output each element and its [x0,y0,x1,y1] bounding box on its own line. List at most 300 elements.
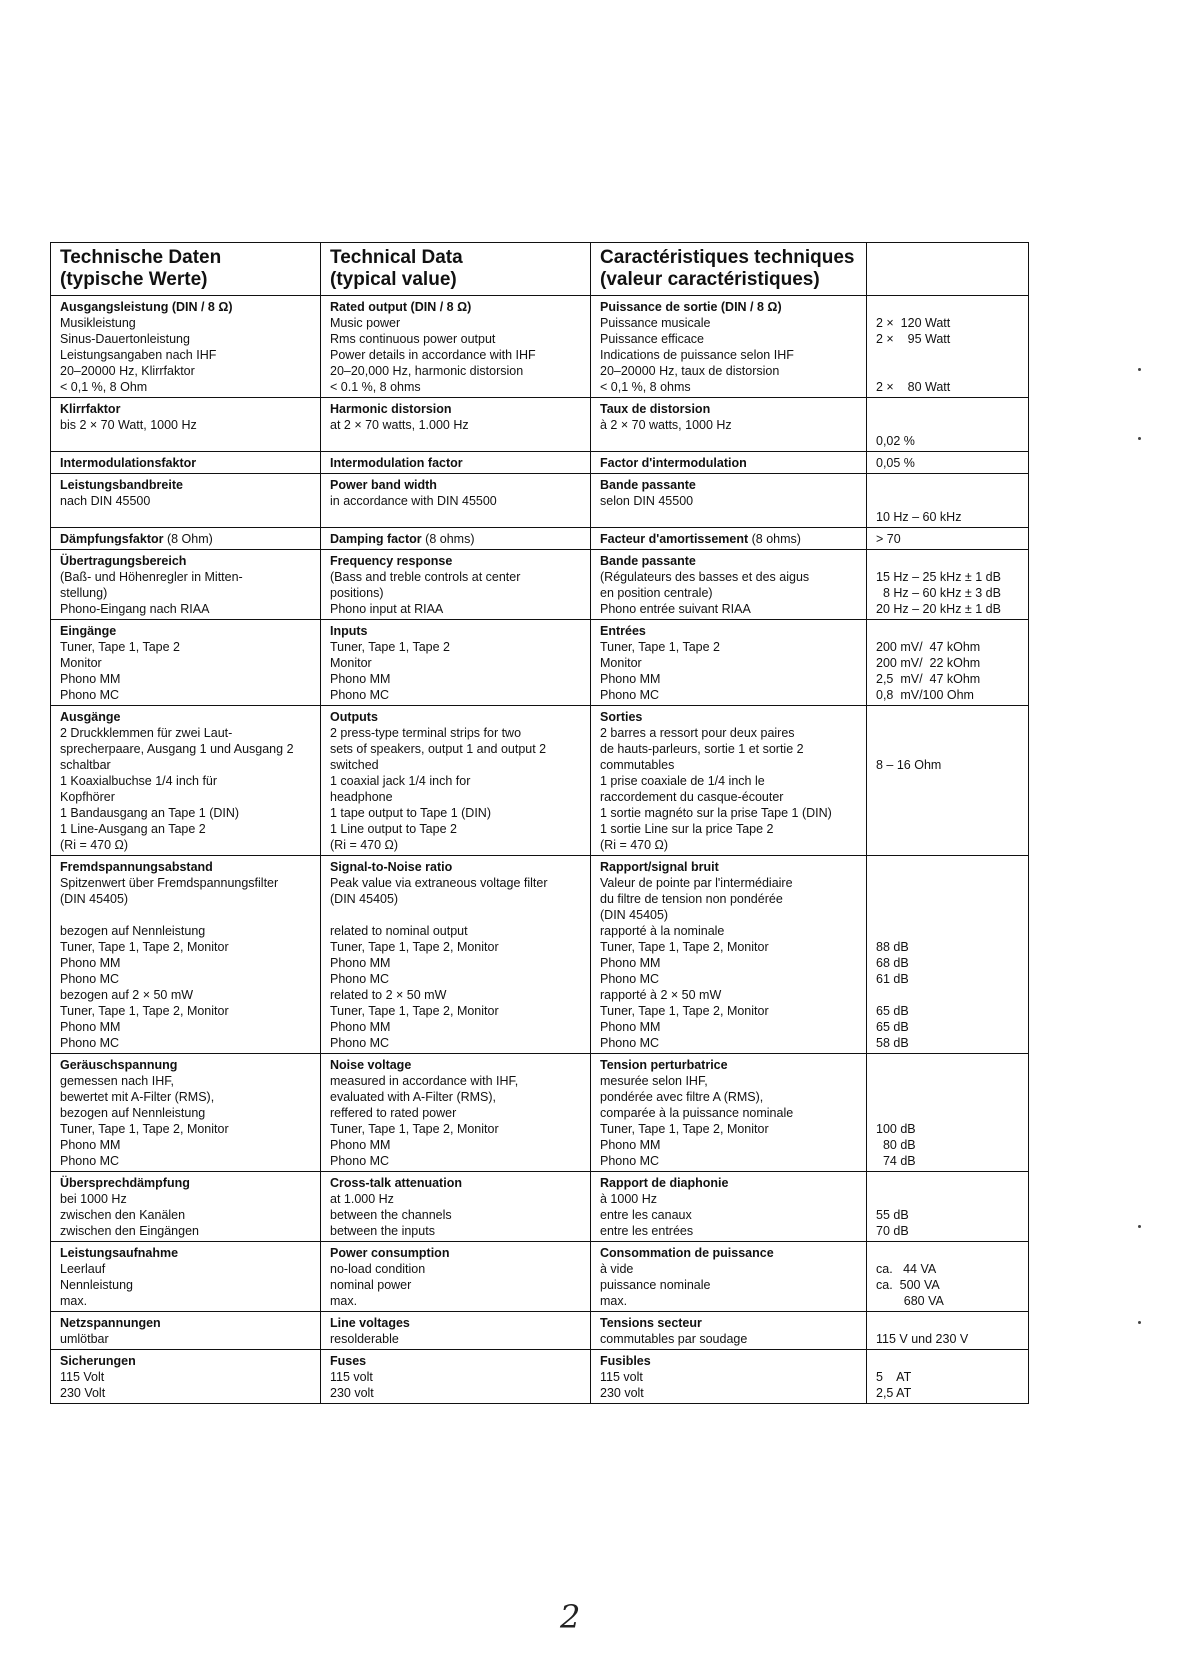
spec-heading [600,553,866,569]
spec-title-suffix: (8 ohms) [421,532,475,546]
spec-cell-de [51,706,321,856]
spec-line: 1 coaxial jack 1/4 inch for [330,774,471,788]
spec-value [876,987,1028,1003]
spec-value [876,1245,1028,1261]
spec-line: sets of speakers, output 1 and output 2 [330,742,547,756]
spec-line: (Ri = 470 Ω) [600,838,669,852]
spec-heading [600,1353,866,1369]
spec-line: max. [60,1294,88,1308]
spec-heading [330,401,590,417]
spec-heading [330,709,590,725]
spec-line [60,907,320,923]
spec-line: Peak value via extraneous voltage filter [330,876,548,890]
spec-heading [330,455,590,471]
spec-cell-fr [591,1312,867,1350]
spec-value [876,1089,1028,1105]
spec-title: Leistungsbandbreite [60,478,183,492]
spec-line: between the inputs [330,1224,435,1238]
spec-line: 230 volt [600,1386,644,1400]
spec-line: 2 barres a ressort pour deux paires [600,726,795,740]
spec-value [876,401,1028,417]
spec-line: entre les entrées [600,1224,694,1238]
spec-line: reffered to rated power [330,1106,457,1120]
spec-cell-fr [591,706,867,856]
spec-heading [60,1245,320,1261]
spec-line: Tuner, Tape 1, Tape 2, Monitor [60,940,229,954]
spec-line: Spitzenwert über Fremdspannungsfilter [60,876,279,890]
spec-heading [60,1057,320,1073]
spec-title: Puissance de sortie (DIN / 8 Ω) [600,300,782,314]
spec-cell-de [51,1350,321,1404]
spec-line: zwischen den Kanälen [60,1208,186,1222]
spec-cell-values [867,398,1029,452]
spec-line: Musikleistung [60,316,136,330]
spec-line: Phono MC [600,688,660,702]
spec-value: 70 dB [876,1224,909,1238]
spec-heading [60,553,320,569]
spec-title: Cross-talk attenuation [330,1176,462,1190]
spec-title: Leistungsaufnahme [60,1246,179,1260]
spec-line: Phono input at RIAA [330,602,444,616]
header-title-line: (valeur caractéristiques) [600,269,820,290]
spec-value [876,1073,1028,1089]
spec-line: Rms continuous power output [330,332,496,346]
spec-line: Puissance musicale [600,316,711,330]
spec-line: bei 1000 Hz [60,1192,127,1206]
spec-line: related to nominal output [330,924,468,938]
spec-value [876,1175,1028,1191]
spec-cell-values [867,528,1029,550]
spec-heading [600,401,866,417]
spec-heading [60,623,320,639]
spec-line: (DIN 45405) [60,892,129,906]
table-row [51,1242,1029,1312]
spec-line: Phono MM [330,1020,391,1034]
spec-heading [60,531,320,547]
spec-cell-fr [591,1350,867,1404]
spec-line: (DIN 45405) [330,892,399,906]
spec-line: Phono MC [60,1154,120,1168]
spec-value: 115 V und 230 V [876,1332,969,1346]
spec-heading [330,859,590,875]
spec-table-body [51,243,1029,1404]
spec-value: 200 mV/ 47 kOhm [876,640,981,654]
header-title-line: (typical value) [330,269,457,290]
spec-value: 10 Hz – 60 kHz [876,510,962,524]
spec-line: no-load condition [330,1262,426,1276]
spec-line: Phono MM [330,1138,391,1152]
spec-cell-en [321,398,591,452]
table-row [51,452,1029,474]
spec-title: Frequency response [330,554,453,568]
spec-cell-de [51,1312,321,1350]
spec-heading [600,1057,866,1073]
spec-title: Outputs [330,710,378,724]
spec-line: (Régulateurs des basses et des aigus [600,570,810,584]
spec-line: Tuner, Tape 1, Tape 2, Monitor [60,1122,229,1136]
spec-cell-en [321,706,591,856]
spec-line: positions) [330,586,384,600]
spec-value [876,891,1028,907]
spec-line: 2 Druckklemmen für zwei Laut- [60,726,233,740]
spec-value: 200 mV/ 22 kOhm [876,656,981,670]
spec-value: 8 Hz – 60 kHz ± 3 dB [876,586,1001,600]
spec-cell-values [867,550,1029,620]
spec-line: 115 volt [330,1370,373,1384]
spec-heading [330,1057,590,1073]
header-cell-en [321,243,591,296]
spec-title: Tension perturbatrice [600,1058,728,1072]
spec-line: selon DIN 45500 [600,494,694,508]
spec-line: in accordance with DIN 45500 [330,494,497,508]
spec-value: 55 dB [876,1208,909,1222]
spec-line: Music power [330,316,401,330]
spec-line: stellung) [60,586,108,600]
spec-line: Tuner, Tape 1, Tape 2 [330,640,451,654]
spec-value: 0,05 % [876,456,915,470]
spec-line: à vide [600,1262,634,1276]
spec-cell-fr [591,452,867,474]
spec-cell-fr [591,296,867,398]
spec-line: measured in accordance with IHF, [330,1074,519,1088]
spec-line: 1 prise coaxiale de 1/4 inch le [600,774,765,788]
spec-value [876,875,1028,891]
table-row [51,550,1029,620]
spec-line: between the channels [330,1208,452,1222]
spec-cell-en [321,1172,591,1242]
spec-title: Dämpfungsfaktor [60,532,164,546]
spec-cell-en [321,620,591,706]
spec-value [876,299,1028,315]
spec-line: Phono MC [330,972,390,986]
spec-line: Phono MM [60,1138,121,1152]
spec-line: en position centrale) [600,586,713,600]
spec-heading [330,1353,590,1369]
table-row [51,474,1029,528]
spec-value [876,923,1028,939]
spec-title: Harmonic distorsion [330,402,452,416]
spec-line: comparée à la puissance nominale [600,1106,794,1120]
spec-line: schaltbar [60,758,111,772]
spec-line: < 0,1 %, 8 ohms [600,380,691,394]
spec-heading [60,1175,320,1191]
spec-value: 2 × 95 Watt [876,332,951,346]
spec-line: nominal power [330,1278,412,1292]
spec-heading [600,455,866,471]
spec-title: Damping factor [330,532,422,546]
spec-value: 2,5 AT [876,1386,912,1400]
spec-line: (Ri = 470 Ω) [60,838,129,852]
spec-title: Sorties [600,710,643,724]
spec-cell-values [867,706,1029,856]
spec-cell-en [321,550,591,620]
spec-line: umlötbar [60,1332,109,1346]
spec-cell-values [867,452,1029,474]
spec-line: resolderable [330,1332,399,1346]
spec-line: Kopfhörer [60,790,115,804]
spec-value: 74 dB [876,1154,916,1168]
spec-line: switched [330,758,379,772]
spec-line: Tuner, Tape 1, Tape 2, Monitor [600,1122,769,1136]
table-row [51,1172,1029,1242]
spec-cell-de [51,474,321,528]
spec-value [876,907,1028,923]
spec-line: Leistungsangaben nach IHF [60,348,217,362]
spec-heading [330,1245,590,1261]
spec-line: 230 volt [330,1386,374,1400]
spec-line: Phono MM [60,1020,121,1034]
spec-title: Noise voltage [330,1058,412,1072]
spec-line: bewertet mit A-Filter (RMS), [60,1090,215,1104]
spec-title: Intermodulation factor [330,456,463,470]
spec-heading [600,477,866,493]
spec-line: Tuner, Tape 1, Tape 2, Monitor [60,1004,229,1018]
spec-value [876,477,1028,493]
spec-line: Phono MM [600,1138,661,1152]
spec-line: commutables [600,758,675,772]
spec-line: 1 tape output to Tape 1 (DIN) [330,806,491,820]
spec-heading [600,623,866,639]
spec-cell-fr [591,1172,867,1242]
spec-line: max. [330,1294,358,1308]
spec-cell-values [867,620,1029,706]
spec-title: Fuses [330,1354,367,1368]
spec-cell-fr [591,1054,867,1172]
spec-title: Bande passante [600,478,696,492]
spec-title: Rated output (DIN / 8 Ω) [330,300,472,314]
spec-heading [600,1245,866,1261]
spec-heading [330,531,590,547]
spec-line: Phono MC [600,1154,660,1168]
spec-line: bezogen auf 2 × 50 mW [60,988,194,1002]
spec-line: Phono MC [330,1036,390,1050]
spec-value: 0,02 % [876,434,915,448]
spec-line: Tuner, Tape 1, Tape 2 [600,640,721,654]
spec-line: commutables par soudage [600,1332,748,1346]
spec-cell-fr [591,474,867,528]
spec-line: 1 Line-Ausgang an Tape 2 [60,822,206,836]
spec-line: at 2 × 70 watts, 1.000 Hz [330,418,469,432]
spec-line: Monitor [600,656,642,670]
spec-value: ca. 500 VA [876,1278,940,1292]
spec-cell-en [321,1242,591,1312]
table-header-row [51,243,1029,296]
spec-heading [330,1175,590,1191]
spec-line: Monitor [60,656,102,670]
spec-line: Power details in accordance with IHF [330,348,536,362]
spec-title: Eingänge [60,624,117,638]
spec-title: Line voltages [330,1316,410,1330]
spec-line: Phono MM [600,1020,661,1034]
spec-title: Ausgangsleistung (DIN / 8 Ω) [60,300,233,314]
spec-cell-en [321,1054,591,1172]
spec-value: 5 AT [876,1370,912,1384]
spec-value [876,417,1028,433]
spec-line: Phono MM [330,672,391,686]
spec-heading [600,1175,866,1191]
spec-value: 680 VA [876,1294,944,1308]
spec-heading [600,299,866,315]
spec-line: 1 Line output to Tape 2 [330,822,457,836]
spec-value: 88 dB [876,940,909,954]
spec-cell-fr [591,856,867,1054]
spec-cell-fr [591,620,867,706]
spec-line: 1 sortie magnéto sur la prise Tape 1 (DIN) [600,806,832,820]
page-number: 2 [560,1598,581,1636]
spec-line: sprecherpaare, Ausgang 1 und Ausgang 2 [60,742,294,756]
spec-cell-values [867,1350,1029,1404]
spec-line: Tuner, Tape 1, Tape 2 [60,640,181,654]
spec-heading [60,401,320,417]
spec-table [50,242,1029,1404]
spec-value [876,493,1028,509]
spec-title: Sicherungen [60,1354,136,1368]
spec-value [876,363,1028,379]
spec-line: (Bass and treble controls at center [330,570,521,584]
spec-heading [330,477,590,493]
spec-title: Geräuschspannung [60,1058,178,1072]
spec-value: 15 Hz – 25 kHz ± 1 dB [876,570,1001,584]
spec-title-suffix: (8 ohms) [748,532,801,546]
spec-line: Phono MC [60,1036,120,1050]
spec-line: zwischen den Eingängen [60,1224,199,1238]
spec-cell-values [867,474,1029,528]
spec-title: Übersprechdämpfung [60,1176,190,1190]
table-row [51,1350,1029,1404]
spec-cell-de [51,856,321,1054]
spec-cell-de [51,620,321,706]
spec-line: evaluated with A-Filter (RMS), [330,1090,497,1104]
spec-title: Rapport/signal bruit [600,860,719,874]
spec-line: du filtre de tension non pondérée [600,892,783,906]
spec-line: Phono MM [600,956,661,970]
spec-line: 20–20000 Hz, Klirrfaktor [60,364,195,378]
spec-cell-de [51,1172,321,1242]
spec-title: Fusibles [600,1354,651,1368]
spec-value: 0,8 mV/100 Ohm [876,688,974,702]
table-row [51,1054,1029,1172]
spec-value [876,709,1028,725]
spec-line: à 2 × 70 watts, 1000 Hz [600,418,732,432]
spec-line: Tuner, Tape 1, Tape 2, Monitor [330,940,499,954]
spec-title: Intermodulationsfaktor [60,456,197,470]
spec-line: max. [600,1294,628,1308]
spec-value: 65 dB [876,1020,909,1034]
spec-title: Fremdspannungsabstand [60,860,213,874]
spec-line: Phono MM [600,672,661,686]
spec-line: Indications de puissance selon IHF [600,348,794,362]
spec-line: (DIN 45405) [600,908,669,922]
spec-cell-values [867,1312,1029,1350]
spec-value: 2 × 120 Watt [876,316,951,330]
spec-line: rapporté à la nominale [600,924,725,938]
spec-heading [330,299,590,315]
spec-line: 1 Koaxialbuchse 1/4 inch für [60,774,218,788]
spec-title: Rapport de diaphonie [600,1176,729,1190]
spec-line: at 1.000 Hz [330,1192,394,1206]
spec-line: 20–20000 Hz, taux de distorsion [600,364,780,378]
spec-cell-en [321,856,591,1054]
spec-line: mesurée selon IHF, [600,1074,708,1088]
spec-cell-fr [591,550,867,620]
spec-cell-fr [591,398,867,452]
spec-value [876,1315,1028,1331]
spec-value: 61 dB [876,972,909,986]
spec-title: Signal-to-Noise ratio [330,860,453,874]
spec-title: Klirrfaktor [60,402,121,416]
spec-heading [60,859,320,875]
spec-heading [330,553,590,569]
spec-value: 100 dB [876,1122,916,1136]
table-row [51,856,1029,1054]
table-row [51,528,1029,550]
spec-line: Leerlauf [60,1262,106,1276]
spec-line: Puissance efficace [600,332,704,346]
spec-line: nach DIN 45500 [60,494,151,508]
header-cell-fr [591,243,867,296]
spec-title: Inputs [330,624,368,638]
spec-value [876,623,1028,639]
header-cell-values [867,243,1029,296]
spec-title: Tensions secteur [600,1316,702,1330]
spec-line: Tuner, Tape 1, Tape 2, Monitor [330,1122,499,1136]
header-title-line: (typische Werte) [60,269,208,290]
spec-line: bis 2 × 70 Watt, 1000 Hz [60,418,197,432]
spec-title: Facteur d'amortissement [600,532,749,546]
spec-heading [600,1315,866,1331]
spec-line: Tuner, Tape 1, Tape 2, Monitor [600,940,769,954]
spec-heading [60,477,320,493]
spec-line: rapporté à 2 × 50 mW [600,988,722,1002]
spec-line: Phono MC [330,688,390,702]
spec-value [876,1191,1028,1207]
spec-line: de hauts-parleurs, sortie 1 et sortie 2 [600,742,804,756]
spec-title: Taux de distorsion [600,402,711,416]
spec-cell-en [321,1312,591,1350]
spec-cell-values [867,1172,1029,1242]
header-title-line: Caractéristiques techniques [600,247,855,268]
spec-value [876,859,1028,875]
spec-line: 20–20,000 Hz, harmonic distorsion [330,364,524,378]
spec-cell-values [867,856,1029,1054]
spec-value: 8 – 16 Ohm [876,758,942,772]
spec-line [330,907,590,923]
spec-value: 68 dB [876,956,909,970]
spec-line: Phono MC [60,972,120,986]
spec-line: Phono MM [330,956,391,970]
spec-value [876,1105,1028,1121]
spec-line: bezogen auf Nennleistung [60,1106,206,1120]
spec-value [876,1057,1028,1073]
spec-heading [60,1315,320,1331]
spec-value: 20 Hz – 20 kHz ± 1 dB [876,602,1001,616]
spec-heading [60,709,320,725]
spec-heading [330,623,590,639]
spec-cell-en [321,528,591,550]
spec-line: (Baß- und Höhenregler in Mitten- [60,570,243,584]
spec-line: Valeur de pointe par l'intermédiaire [600,876,793,890]
spec-title: Power band width [330,478,437,492]
spec-title: Entrées [600,624,646,638]
spec-cell-values [867,296,1029,398]
spec-title-suffix: (8 Ohm) [163,532,213,546]
header-value-line [876,247,1028,269]
spec-line: Tuner, Tape 1, Tape 2, Monitor [330,1004,499,1018]
spec-heading [60,299,320,315]
spec-line: 1 sortie Line sur la price Tape 2 [600,822,774,836]
spec-line: bezogen auf Nennleistung [60,924,206,938]
spec-heading [60,1353,320,1369]
